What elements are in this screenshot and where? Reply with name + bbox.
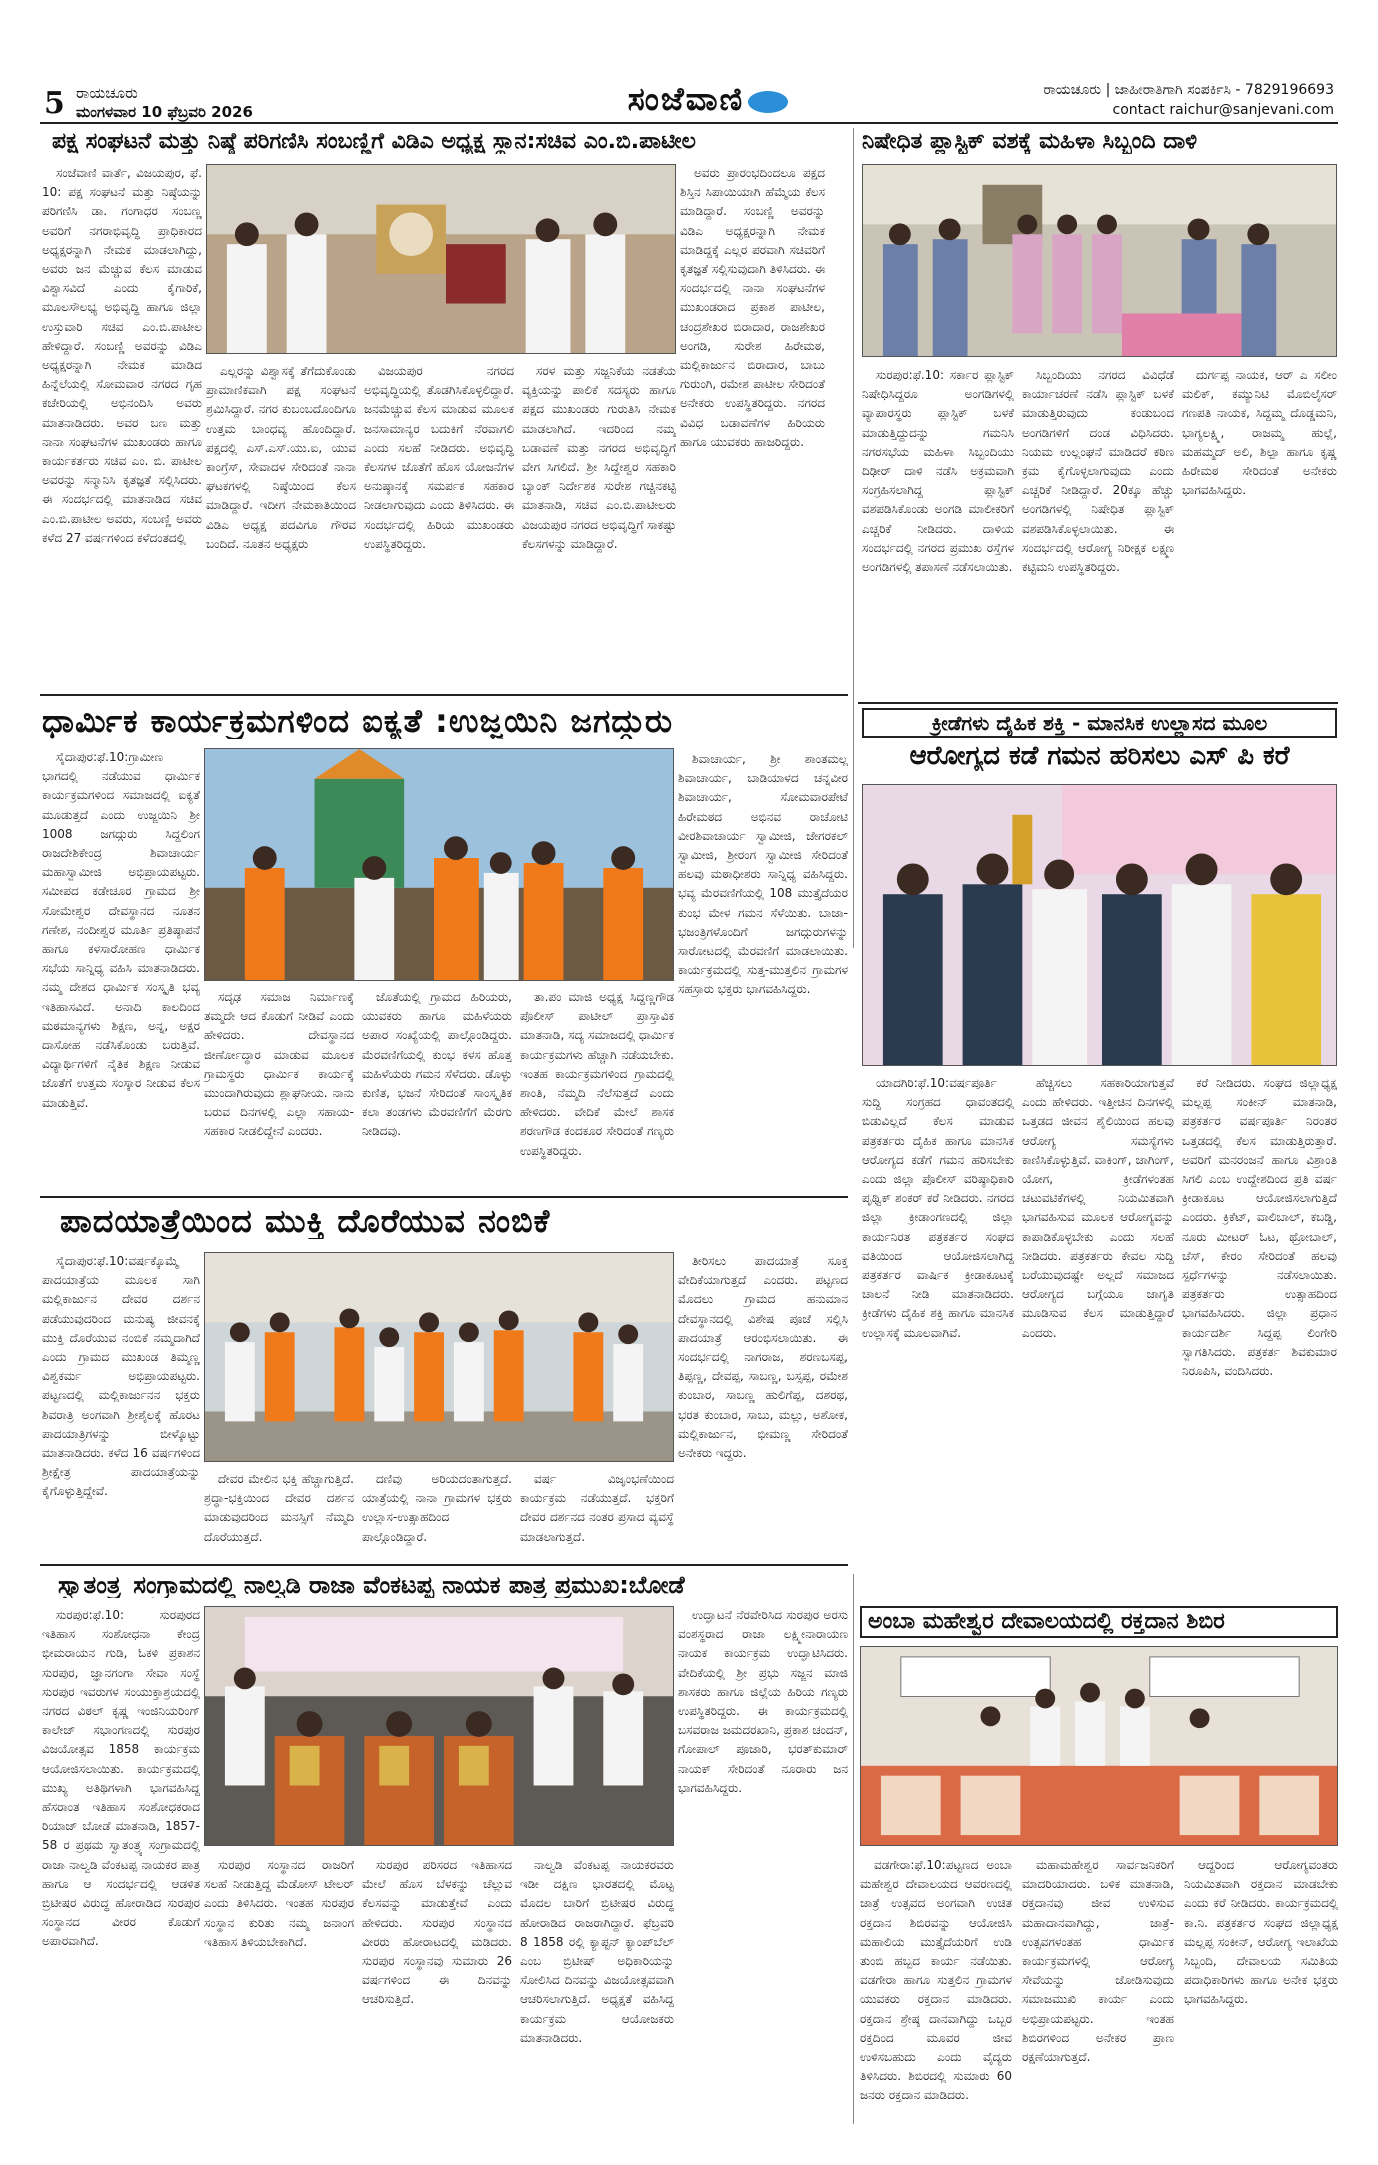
- issue-date: ಮಂಗಳವಾರ 10 ಫೆಬ್ರವರಿ 2026: [76, 103, 253, 121]
- article-column: [42, 164, 202, 689]
- article-headline: ಅಂಬಾ ಮಹೇಶ್ವರ ದೇವಾಲಯದಲ್ಲಿ ರಕ್ತದಾನ ಶಿಬಿರ: [860, 1606, 1338, 1638]
- brand-name: ಸಂಜೆವಾಣಿ: [627, 80, 745, 118]
- news-photo: [860, 1646, 1338, 1846]
- article-text: ಉದ್ಘಾಟನೆ ನೆರವೇರಿಸಿದ ಸುರಪುರ ಅರಸು ವಂಶಸ್ಥರಾದ ರಾಜಾ ಲಕ್ಷ್ಮೀನಾರಾಯಣ ನಾಯಕ ಕಾರ್ಯಕ್ರಮ ಉದ್ಘಾಟಿಸಿದರು. ವೇದಿಕೆಯಲ್ಲಿ ಶ್ರೀ ಪ್ರಭು ಸಜ್ಜನ ಮಾಜಿ ಶಾಸಕರು ಹಾಗೂ ಜಿಲ್ಲೆಯ ಹಿರಿಯ ಗಣ್ಯರು ಉಪಸ್ಥಿತರಿದ್ದರು. ಈ ಕಾರ್ಯಕ್ರಮದಲ್ಲಿ ಬಸವರಾಜ ಜಮದರಖಾನಿ, ಪ್ರಕಾಶ ಚಂದನ್, ಗೋಪಾಲ್ ಪೂಜಾರಿ, ಭರತ್‌ಕುಮಾರ್ ನಾಯಕ್ ಸೇರಿದಂತೆ ನೂರಾರು ಜನ ಭಾಗವಹಿಸಿದ್ದರು.: [678, 1608, 848, 1795]
- article-column: [42, 748, 200, 1218]
- article-text: ತೀರಿಸಲು ಪಾದಯಾತ್ರೆ ಸೂಕ್ತ ವೇದಿಕೆಯಾಗುತ್ತದೆ ಎಂದರು. ಪಟ್ಟಣದ ಮೊದಲು ಗ್ರಾಮದ ಹನುಮಾನ ದೇವಸ್ಥಾನದಲ್ಲಿ ವಿಶೇಷ ಪೂಜೆ ಸಲ್ಲಿಸಿ ಪಾದಯಾತ್ರೆ ಆರಂಭಿಸಲಾಯಿತು. ಈ ಸಂದರ್ಭದಲ್ಲಿ ನಾಗರಾಜ, ಶರಣಬಸಪ್ಪ, ತಿಪ್ಪಣ್ಣ, ದೇವಪ್ಪ, ಸಾಬಣ್ಣ, ಬಸ್ಸಪ್ಪ, ರಮೇಶ ಕುಂಬಾರ, ಸಾಬಣ್ಣ ಹುಲಿಗೆಪ್ಪ, ದಶರಥ, ಭರತ ಕುಂಬಾರ, ಸಾಬು, ಮಲ್ಲು, ಅಶೋಕ, ಮಲ್ಲಿಕಾರ್ಜುನ, ಭೀಮಣ್ಣ ಸೇರಿದಂತೆ ಅನೇಕರು ಇದ್ದರು.: [678, 1254, 848, 1461]
- article-column: [862, 1074, 1014, 1634]
- article-column: [678, 660, 848, 1218]
- article-headline: ಧಾರ್ಮಿಕ ಕಾರ್ಯಕ್ರಮಗಳಿಂದ ಐಕ್ಯತೆ :ಉಜ್ಜಯಿನಿ ಜಗದ್ಗುರು: [42, 704, 674, 740]
- article-subheadline: ಆರೋಗ್ಯದ ಕಡೆ ಗಮನ ಹರಿಸಲು ಎಸ್ ಪಿ ಕರೆ: [909, 742, 1290, 771]
- article-column: [204, 1856, 354, 2126]
- article-column: [204, 1470, 354, 1560]
- article-text: ಯಾದಗಿರಿ:ಫೆ.10:ವರ್ಷಪೂರ್ತಿ ಸುದ್ದಿ ಸಂಗ್ರಹದ ಧಾವಂತದಲ್ಲಿ ಬಿಡುವಿಲ್ಲದೆ ಕೆಲಸ ಮಾಡುವ ಪತ್ರಕರ್ತರು ದೈಹಿಕ ಹಾಗೂ ಮಾನಸಿಕ ಆರೋಗ್ಯದ ಕಡೆಗೆ ಗಮನ ಹರಿಸಬೇಕು ಎಂದು ಜಿಲ್ಲಾ ಪೊಲೀಸ್ ವರಿಷ್ಠಾಧಿಕಾರಿ ಪೃಥ್ವಿಕ್ ಶಂಕರ್ ಕರೆ ನೀಡಿದರು. ನಗರದ ಜಿಲ್ಲಾ ಕ್ರೀಡಾಂಗಣದಲ್ಲಿ ಜಿಲ್ಲಾ ಕಾರ್ಯನಿರತ ಪತ್ರಕರ್ತರ ಸಂಘದ ವತಿಯಿಂದ ಆಯೋಜಿಸಲಾಗಿದ್ದ ಪತ್ರಕರ್ತರ ವಾರ್ಷಿಕ ಕ್ರೀಡಾಕೂಟಕ್ಕೆ ಚಾಲನೆ ನೀಡಿ ಮಾತನಾಡಿದರು. ಕ್ರೀಡೆಗಳು ದೈಹಿಕ ಶಕ್ತಿ ಹಾಗೂ ಮಾನಸಿಕ ಉಲ್ಲಾಸಕ್ಕೆ ಮೂಲವಾಗಿವೆ.: [862, 1076, 1014, 1340]
- article-text: ಸಂಜೆವಾಣಿ ವಾರ್ತೆ, ವಿಜಯಪುರ, ಫೆ. 10: ಪಕ್ಷ ಸಂಘಟನೆ ಮತ್ತು ನಿಷ್ಠೆಯನ್ನು ಪರಿಗಣಿಸಿ ಡಾ. ಗಂಗಾಧರ ಸಂಬಣ್ಣ ಅವರಿಗೆ ನಗರಾಭಿವೃದ್ಧಿ ಪ್ರಾಧಿಕಾರದ ಅಧ್ಯಕ್ಷರನ್ನಾಗಿ ನೇಮಕ ಮಾಡಲಾಗಿದ್ದು, ಅವರು ಜನ ಮೆಚ್ಚುವ ಕೆಲಸ ಮಾಡುವ ವಿಶ್ವಾಸವಿದೆ ಎಂದು ಕೈಗಾರಿಕೆ, ಮೂಲಸೌಲಭ್ಯ ಅಭಿವೃದ್ಧಿ ಹಾಗೂ ಜಿಲ್ಲಾ ಉಸ್ತುವಾರಿ ಸಚಿವ ಎಂ.ಬಿ.ಪಾಟೀಲ ಹೇಳಿದ್ದಾರೆ. ಸಂಬಣ್ಣಿ ಅವರನ್ನು ವಿಡಿಎ ಅಧ್ಯಕ್ಷರನ್ನಾಗಿ ನೇಮಕ ಮಾಡಿದ ಹಿನ್ನೆಲೆಯಲ್ಲಿ ಸೋಮವಾರ ನಗರದ ಗೃಹ ಕಚೇರಿಯಲ್ಲಿ ಅಭಿನಂದಿಸಿ ಅವರು ಮಾತನಾಡಿದರು. ಅವರ ಬಣ ಮತ್ತು ನಾನಾ ಸಂಘಟನೆಗಳ ಮುಖಂಡರು ಹಾಗೂ ಕಾರ್ಯಕರ್ತರು ಸಚಿವ ಎಂ. ಬಿ. ಪಾಟೀಲ ಅವರನ್ನು ಸನ್ಮಾನಿಸಿ ಕೃತಜ್ಞತೆ ಸಲ್ಲಿಸಿದರು. ಈ ಸಂದರ್ಭದಲ್ಲಿ ಮಾತನಾಡಿದ ಸಚಿವ ಎಂ.ಬಿ.ಪಾಟೀಲ ಅವರು, ಸಂಬಣ್ಣಿ ಅವರು ಕಳೆದ 27 ವರ್ಷಗಳಿಂದ ಕಳೆದಂತದಲ್ಲಿ: [42, 166, 202, 545]
- article-text: ಜೊತೆಯಲ್ಲಿ ಗ್ರಾಮದ ಹಿರಿಯರು, ಯುವಕರು ಹಾಗೂ ಮಹಿಳೆಯರು ಅಪಾರ ಸಂಖ್ಯೆಯಲ್ಲಿ ಪಾಲ್ಗೊಂಡಿದ್ದರು. ಮೆರವಣಿಗೆಯಲ್ಲಿ ಕುಂಭ ಕಳಸ ಹೊತ್ತ ಮಹಿಳೆಯರು ಗಮನ ಸೆಳೆದರು. ಡೊಳ್ಳು ಕುಣಿತ, ಭಜನೆ ಸೇರಿದಂತೆ ಸಾಂಸ್ಕೃತಿಕ ಕಲಾ ತಂಡಗಳು ಮೆರವಣಿಗೆಗೆ ಮೆರಗು ನೀಡಿದವು.: [362, 990, 512, 1139]
- article-text: ಸಿಬ್ಬಂದಿಯು ನಗರದ ವಿವಿಧೆಡೆ ಕಾರ್ಯಾಚರಣೆ ನಡೆಸಿ ಪ್ಲಾಸ್ಟಿಕ್ ಬಳಕೆ ಮಾಡುತ್ತಿರುವುದು ಕಂಡುಬಂದ ಅಂಗಡಿಗಳಿಗೆ ದಂಡ ವಿಧಿಸಿದರು. ನಿಯಮ ಉಲ್ಲಂಘನೆ ಮಾಡಿದರೆ ಕಠಿಣ ಕ್ರಮ ಕೈಗೊಳ್ಳಲಾಗುವುದು ಎಂದು ಎಚ್ಚರಿಕೆ ನೀಡಿದ್ದಾರೆ. 20ಕ್ಕೂ ಹೆಚ್ಚು ಅಂಗಡಿಗಳಲ್ಲಿ ನಿಷೇಧಿತ ಪ್ಲಾಸ್ಟಿಕ್ ವಶಪಡಿಸಿಕೊಳ್ಳಲಾಯಿತು. ಈ ಸಂದರ್ಭದಲ್ಲಿ ಆರೋಗ್ಯ ನಿರೀಕ್ಷಕ ಲಕ್ಷ್ಮಣ ಕಟ್ಟಿಮನಿ ಉಪಸ್ಥಿತರಿದ್ದರು.: [1022, 368, 1174, 575]
- article-text: ಮಹಾಮಹೇಶ್ವರ ಸಾರ್ವಜನಿಕರಿಗೆ ಮಾದರಿಯಾದರು. ಬಳಿಕ ಮಾತನಾಡಿ, ರಕ್ತದಾನವು ಜೀವ ಉಳಿಸುವ ಮಹಾದಾನವಾಗಿದ್ದು, ಜಾತ್ರೆ-ಉತ್ಸವಗಳಂತಹ ಧಾರ್ಮಿಕ ಕಾರ್ಯಕ್ರಮಗಳಲ್ಲಿ ಆರೋಗ್ಯ ಸೇವೆಯನ್ನು ಜೋಡಿಸುವುದು ಸಮಾಜಮುಖಿ ಕಾರ್ಯ ಎಂದು ಅಭಿಪ್ರಾಯಪಟ್ಟರು. ಇಂತಹ ಶಿಬಿರಗಳಿಂದ ಅನೇಕರ ಪ್ರಾಣ ರಕ್ಷಣೆಯಾಗುತ್ತದೆ.: [1022, 1858, 1174, 2065]
- article-column: [362, 1856, 512, 2126]
- article-text: ದಣಿವು ಅರಿಯದಂತಾಗುತ್ತದೆ. ಯಾತ್ರೆಯಲ್ಲಿ ನಾನಾ ಗ್ರಾಮಗಳ ಭಕ್ತರು ಉಲ್ಲಾಸ-ಉತ್ಸಾಹದಿಂದ ಪಾಲ್ಗೊಂಡಿದ್ದಾರೆ.: [362, 1472, 512, 1544]
- news-photo: [862, 784, 1337, 1066]
- article-text: ಅವರು ಪ್ರಾರಂಭದಿಂದಲೂ ಪಕ್ಷದ ಶಿಸ್ತಿನ ಸಿಪಾಯಿಯಾಗಿ ಹೆಮ್ಮೆಯ ಕೆಲಸ ಮಾಡಿದ್ದಾರೆ. ಸಂಬಣ್ಣಿ ಅವರನ್ನು ವಿಡಿಎ ಅಧ್ಯಕ್ಷರನ್ನಾಗಿ ನೇಮಕ ಮಾಡಿದ್ದಕ್ಕೆ ಎಲ್ಲರ ಪರವಾಗಿ ಸಚಿವರಿಗೆ ಕೃತಜ್ಞತೆ ಸಲ್ಲಿಸುವುದಾಗಿ ತಿಳಿಸಿದರು. ಈ ಸಂದರ್ಭದಲ್ಲಿ ನಾನಾ ಸಂಘಟನೆಗಳ ಮುಖಂಡರಾದ ಪ್ರಕಾಶ ಪಾಟೀಲ, ಚಂದ್ರಶೇಖರ ಬಿರಾದಾರ, ರಾಜಶೇಖರ ಅಂಗಡಿ, ಸುರೇಶ ಹಿರೇಮಠ, ಮಲ್ಲಿಕಾರ್ಜುನ ಬಿರಾದಾರ, ಬಾಬು ಗುರುಂಗಿ, ರಮೇಶ ಪಾಟೀಲ ಸೇರಿದಂತೆ ಅನೇಕರು ಉಪಸ್ಥಿತರಿದ್ದರು. ನಗರದ ವಿವಿಧ ಬಡಾವಣೆಗಳ ಹಿರಿಯರು ಹಾಗೂ ಯುವಕರು ಹಾಜರಿದ್ದರು.: [680, 166, 825, 449]
- news-photo: [204, 1606, 674, 1846]
- article-text: ದೇವರ ಮೇಲಿನ ಭಕ್ತಿ ಹೆಚ್ಚಾಗುತ್ತಿದೆ. ಶ್ರದ್ಧಾ-ಭಕ್ತಿಯಿಂದ ದೇವರ ದರ್ಶನ ಮಾಡುವುದರಿಂದ ಮನಸ್ಸಿಗೆ ನೆಮ್ಮದಿ ದೊರೆಯುತ್ತದೆ.: [204, 1472, 354, 1544]
- news-photo: [206, 164, 676, 354]
- section-divider: [40, 1564, 848, 1566]
- column-divider: [853, 128, 854, 948]
- page-number: 5: [44, 86, 65, 121]
- article-column: [1022, 366, 1174, 698]
- article-text: ಸೈದಾಪುರ:ಫೆ.10:ಗ್ರಾಮೀಣ ಭಾಗದಲ್ಲಿ ನಡೆಯುವ ಧಾರ್ಮಿಕ ಕಾರ್ಯಕ್ರಮಗಳಿಂದ ಸಮಾಜದಲ್ಲಿ ಐಕ್ಯತೆ ಮೂಡುತ್ತದೆ ಎಂದು ಉಜ್ಜಯಿನಿ ಶ್ರೀ 1008 ಜಗದ್ಗುರು ಸಿದ್ದಲಿಂಗ ರಾಜದೇಶಿಕೇಂದ್ರ ಶಿವಾಚಾರ್ಯ ಮಹಾಸ್ವಾಮೀಜಿ ಅಭಿಪ್ರಾಯಪಟ್ಟರು. ಸಮೀಪದ ಕಡೇಚೂರ ಗ್ರಾಮದ ಶ್ರೀ ಸೋಮೇಶ್ವರ ದೇವಸ್ಥಾನದ ನೂತನ ಗಣೇಶ, ನಂದೀಶ್ವರ ಮೂರ್ತಿ ಪ್ರತಿಷ್ಠಾಪನೆ ಹಾಗೂ ಕಳಸಾರೋಹಣ ಧಾರ್ಮಿಕ ಸಭೆಯ ಸಾನ್ನಿಧ್ಯ ವಹಿಸಿ ಮಾತನಾಡಿದರು. ನಮ್ಮ ದೇಶದ ಧಾರ್ಮಿಕ ಸಂಸ್ಕೃತಿ ಭವ್ಯ ಇತಿಹಾಸವಿದೆ. ಅನಾದಿ ಕಾಲದಿಂದ ಮಠಮಾನ್ಯಗಳು ಶಿಕ್ಷಣ, ಅನ್ನ, ಅಕ್ಷರ ದಾಸೋಹ ನಡೆಸಿಕೊಂಡು ಬರುತ್ತಿವೆ. ವಿದ್ಯಾರ್ಥಿಗಳಿಗೆ ನೈತಿಕ ಶಿಕ್ಷಣ ನೀಡುವ ಜೊತೆಗೆ ಉತ್ತಮ ಸಂಸ್ಕಾರ ನೀಡುವ ಕೆಲಸ ಮಾಡುತ್ತಿವೆ.: [42, 750, 200, 1110]
- contact-email: contact raichur@sanjevani.com: [1112, 102, 1334, 118]
- article-column: [362, 1470, 512, 1560]
- article-column: [522, 362, 676, 689]
- edition-name: ರಾಯಚೂರು: [76, 84, 138, 102]
- article-text: ಕರೆ ನೀಡಿದರು. ಸಂಘದ ಜಿಲ್ಲಾಧ್ಯಕ್ಷ ಮಲ್ಲಪ್ಪ ಸಂಕೀನ್ ಮಾತನಾಡಿ, ಪತ್ರಕರ್ತರ ವರ್ಷಪೂರ್ತಿ ನಿರಂತರ ಒತ್ತಡದಲ್ಲಿ ಕೆಲಸ ಮಾಡುತ್ತಿರುತ್ತಾರೆ. ಅವರಿಗೆ ಮನರಂಜನೆ ಹಾಗೂ ವಿಶ್ರಾಂತಿ ಸಿಗಲಿ ಎಂಬ ಉದ್ದೇಶದಿಂದ ಪ್ರತಿ ವರ್ಷ ಕ್ರೀಡಾಕೂಟ ಆಯೋಜಿಸಲಾಗುತ್ತಿದೆ ಎಂದರು. ಕ್ರಿಕೆಟ್, ವಾಲಿಬಾಲ್, ಕಬಡ್ಡಿ, ನೂರು ಮೀಟರ್ ಓಟ, ಥ್ರೋಬಾಲ್, ಚೆಸ್, ಕೇರಂ ಸೇರಿದಂತೆ ಹಲವು ಸ್ಪರ್ಧೆಗಳನ್ನು ನಡೆಸಲಾಯಿತು. ಪತ್ರಕರ್ತರು ಉತ್ಸಾಹದಿಂದ ಭಾಗವಹಿಸಿದರು. ಜಿಲ್ಲಾ ಪ್ರಧಾನ ಕಾರ್ಯದರ್ಶಿ ಸಿದ್ದಪ್ಪ ಲಿಂಗೇರಿ ಸ್ವಾಗತಿಸಿದರು. ಪತ್ರಕರ್ತ ಶಿವಕುಮಾರ ನಿರೂಪಿಸಿ, ವಂದಿಸಿದರು.: [1182, 1076, 1337, 1379]
- article-text: ವರ್ಷ ವಿಜೃಂಭಣೆಯಿಂದ ಕಾರ್ಯಕ್ರಮ ನಡೆಯುತ್ತದೆ. ಭಕ್ತರಿಗೆ ದೇವರ ದರ್ಶನದ ನಂತರ ಪ್ರಸಾದ ವ್ಯವಸ್ಥೆ ಮಾಡಲಾಗುತ್ತದೆ.: [520, 1472, 674, 1544]
- article-column: [678, 1606, 848, 2126]
- article-text: ನಾಲ್ವಡಿ ವೆಂಕಟಪ್ಪ ನಾಯಕರವರು ಇಡೀ ದಕ್ಷಿಣ ಭಾರತದಲ್ಲಿ ಮೊಟ್ಟ ಮೊದಲ ಬಾರಿಗೆ ಬ್ರಿಟೀಷರ ವಿರುದ್ಧ ಹೋರಾಡಿದ ರಾಜರಾಗಿದ್ದಾರೆ. ಫೆಬ್ರವರಿ 8 1858 ರಲ್ಲಿ ಕ್ಯಾಪ್ಟನ್ ಕ್ಯಾಂಪ್‌ಬೆಲ್ ಎಂಬ ಬ್ರಿಟೀಷ್ ಅಧಿಕಾರಿಯನ್ನು ಸೋಲಿಸಿದ ದಿನವನ್ನು ವಿಜಯೋತ್ಸವವಾಗಿ ಆಚರಿಸಲಾಗುತ್ತಿದೆ. ಅಧ್ಯಕ್ಷತೆ ವಹಿಸಿದ್ದ ಕಾರ್ಯಕ್ರಮ ಆಯೋಜಕರು ಮಾತನಾಡಿದರು.: [520, 1858, 674, 2045]
- article-column: [680, 164, 825, 689]
- article-text: ಸದೃಢ ಸಮಾಜ ನಿರ್ಮಾಣಕ್ಕೆ ತಮ್ಮದೇ ಆದ ಕೊಡುಗೆ ನೀಡಿವೆ ಎಂದು ಹೇಳಿದರು. ದೇವಸ್ಥಾನದ ಜೀರ್ಣೋದ್ಧಾರ ಮಾಡುವ ಮೂಲಕ ಗ್ರಾಮಸ್ಥರು ಧಾರ್ಮಿಕ ಕಾರ್ಯಕ್ಕೆ ಮುಂದಾಗಿರುವುದು ಶ್ಲಾಘನೀಯ. ನಾನು ಬರುವ ದಿನಗಳಲ್ಲಿ ಎಲ್ಲಾ ಸಹಾಯ-ಸಹಕಾರ ನೀಡಲಿದ್ದೇನೆ ಎಂದರು.: [204, 990, 354, 1139]
- news-photo: [862, 164, 1337, 357]
- article-text: ಸುರಪುರ ಪರಿಸರದ ಇತಿಹಾಸದ ಮೇಲೆ ಹೊಸ ಬೆಳಕನ್ನು ಚೆಲ್ಲುವ ಕೆಲಸವನ್ನು ಮಾಡುತ್ತೇವೆ ಎಂದು ಹೇಳಿದರು. ಸುರಪುರ ಸಂಸ್ಥಾನದ ವೀರರು ಹೋರಾಟದಲ್ಲಿ ಮಡಿದರು. ಸುರಪುರ ಸಂಸ್ಥಾನವು ಸುಮಾರು 26 ವರ್ಷಗಳಿಂದ ಈ ದಿನವನ್ನು ಆಚರಿಸುತ್ತಿದೆ.: [362, 1858, 512, 2007]
- news-photo: [204, 1252, 674, 1462]
- article-text: ಸರಳ ಮತ್ತು ಸಜ್ಜನಿಕೆಯ ನಡತೆಯ ವ್ಯಕ್ತಿಯನ್ನು ಪಾಲಿಕೆ ಸದಸ್ಯರು ಹಾಗೂ ಪಕ್ಷದ ಮುಖಂಡರು ಗುರುತಿಸಿ ನೇಮಕ ಮಾಡಲಾಗಿದೆ. ಇದರಿಂದ ನಮ್ಮ ಬಡಾವಣೆ ಮತ್ತು ನಗರದ ಅಭಿವೃದ್ಧಿಗೆ ವೇಗ ಸಿಗಲಿದೆ. ಶ್ರೀ ಸಿದ್ದೇಶ್ವರ ಸಹಕಾರಿ ಬ್ಯಾಂಕ್ ನಿರ್ದೇಶಕ ಸುರೇಶ ಗಚ್ಚಿನಕಟ್ಟಿ ಮಾತನಾಡಿ, ಸಚಿವ ಎಂ.ಬಿ.ಪಾಟೀಲರು ವಿಜಯಪುರ ನಗರದ ಅಭಿವೃದ್ಧಿಗೆ ಸಾಕಷ್ಟು ಕೆಲಸಗಳನ್ನು ಮಾಡಿದ್ದಾರೆ.: [522, 364, 676, 551]
- article-text: ಎಲ್ಲರನ್ನು ವಿಶ್ವಾಸಕ್ಕೆ ತೆಗೆದುಕೊಂಡು ಪ್ರಾಮಾಣಿಕವಾಗಿ ಪಕ್ಷ ಸಂಘಟನೆ ಶ್ರಮಿಸಿದ್ದಾರೆ. ನಗರ ಕುಬಂಬದೊಂದಿಗೂ ಉತ್ತಮ ಬಾಂಧವ್ಯ ಹೊಂದಿದ್ದಾರೆ. ಪಕ್ಷದಲ್ಲಿ ಎಸ್.ಎಸ್.ಯು.ಐ, ಯುವ ಕಾಂಗ್ರೆಸ್, ಸೇವಾದಳ ಸೇರಿದಂತೆ ನಾನಾ ಘಟಕಗಳಲ್ಲಿ ನಿಷ್ಠೆಯಿಂದ ಕೆಲಸ ಮಾಡಿದ್ದಾರೆ. ಇದೀಗ ನೇಮಕಾತಿಯಿಂದ ವಿಡಿಎ ಅಧ್ಯಕ್ಷ ಪದವಿಗೂ ಗೌರವ ಬಂದಿದೆ. ನೂತನ ಅಧ್ಯಕ್ಷರು: [206, 364, 356, 551]
- article-headline: ಪಾದಯಾತ್ರೆಯಿಂದ ಮುಕ್ತಿ ದೊರೆಯುವ ನಂಬಿಕೆ: [60, 1204, 551, 1240]
- newspaper-brand: [600, 80, 820, 120]
- article-text: ಶಿವಾಚಾರ್ಯ, ಶ್ರೀ ಶಾಂತಮಲ್ಲ ಶಿವಾಚಾರ್ಯ, ಬಾಡಿಯಾಳದ ಚನ್ನವೀರ ಶಿವಾಚಾರ್ಯ, ಸೋಮವಾರಪೇಟೆ ಹಿರೇಮಠದ ಅಭಿನವ ರಾಚೋಟಿ ವೀರಶಿವಾಚಾರ್ಯ ಸ್ವಾಮೀಜಿ, ಜೇಗರಕಲ್ ಸ್ವಾಮೀಜಿ, ಶ್ರೀರಂಗ ಸ್ವಾಮೀಜಿ ಸೇರಿದಂತೆ ಹಲವು ಮಠಾಧೀಶರು ಸಾನ್ನಿಧ್ಯ ವಹಿಸಿದ್ದರು. ಭವ್ಯ ಮೆರವಣಿಗೆಯಲ್ಲಿ 108 ಮುತ್ತೈದೆಯರ ಕುಂಭ ಮೇಳ ಗಮನ ಸೆಳೆಯಿತು. ಬಾಜಾ-ಭಜಂತ್ರಿಗಳೊಂದಿಗೆ ಜಗದ್ಗುರುಗಳನ್ನು ಸಾರೋಟದಲ್ಲಿ ಮೆರವಣಿಗೆ ಮಾಡಲಾಯಿತು. ಕಾರ್ಯಕ್ರಮದಲ್ಲಿ ಸುತ್ತ-ಮುತ್ತಲಿನ ಗ್ರಾಮಗಳ ಸಹಸ್ರಾರು ಭಕ್ತರು ಭಾಗವಹಿಸಿದ್ದರು.: [678, 752, 848, 997]
- article-column: [860, 1856, 1012, 2126]
- section-divider: [858, 702, 1338, 704]
- article-column: [362, 988, 512, 1218]
- article-text: ವಡಗೇರಾ:ಫೆ.10:ಪಟ್ಟಣದ ಅಂಬಾ ಮಹೇಶ್ವರ ದೇವಾಲಯದ ಆವರಣದಲ್ಲಿ ಜಾತ್ರೆ ಉತ್ಸವದ ಅಂಗವಾಗಿ ಉಚಿತ ರಕ್ತದಾನ ಶಿಬಿರವನ್ನು ಆಯೋಜಿಸಿ ಮಹಾಲಿಯ ಮುತ್ತೈದೆಯರಿಗೆ ಉಡಿ ತುಂಬಿ ಹಬ್ಬದ ಕಾರ್ಯ ನಡೆಯಿತು. ವಡಗೇರಾ ಹಾಗೂ ಸುತ್ತಲಿನ ಗ್ರಾಮಗಳ ಯುವಕರು ರಕ್ತದಾನ ಮಾಡಿದರು. ರಕ್ತದಾನ ಶ್ರೇಷ್ಠ ದಾನವಾಗಿದ್ದು ಒಬ್ಬರ ರಕ್ತದಿಂದ ಮೂವರ ಜೀವ ಉಳಿಸಬಹುದು ಎಂದು ವೈದ್ಯರು ತಿಳಿಸಿದರು. ಶಿಬಿರದಲ್ಲಿ ಸುಮಾರು 60 ಜನರು ರಕ್ತದಾನ ಮಾಡಿದರು.: [860, 1858, 1012, 2103]
- article-column: [678, 1252, 848, 1560]
- article-headline: ಕ್ರೀಡೆಗಳು ದೈಹಿಕ ಶಕ್ತಿ - ಮಾನಸಿಕ ಉಲ್ಲಾಸದ ಮೂಲ: [862, 708, 1337, 738]
- article-column: [1182, 366, 1337, 698]
- article-column: [42, 1606, 200, 2126]
- sunrise-logo-icon: [748, 91, 788, 113]
- article-column: [1022, 1074, 1174, 1634]
- article-text: ಸುರಪುರ ಸಂಸ್ಥಾನದ ರಾಜರಿಗೆ ಸಲಹೆ ನೀಡುತ್ತಿದ್ದ ಮೆಡೋಸ್ ಟೇಲರ್ ಎಂದು ತಿಳಿಸಿದರು. ಇಂತಹ ಸುರಪುರ ಸಂಸ್ಥಾನ ಕುರಿತು ನಮ್ಮ ಜನಾಂಗ ಇತಿಹಾಸ ತಿಳಿಯಬೇಕಾಗಿದೆ.: [204, 1858, 354, 1949]
- section-divider: [40, 1196, 848, 1198]
- article-column: [1022, 1856, 1174, 2126]
- article-text: ಸುರಪುರ:ಫೆ.10: ಸರ್ಕಾರ ಪ್ಲಾಸ್ಟಿಕ್ ನಿಷೇಧಿಸಿದ್ದರೂ ಅಂಗಡಿಗಳಲ್ಲಿ ವ್ಯಾಪಾರಸ್ಥರು ಪ್ಲಾಸ್ಟಿಕ್ ಬಳಕೆ ಮಾಡುತ್ತಿದ್ದುದನ್ನು ಗಮನಿಸಿ ನಗರಸಭೆಯ ಮಹಿಳಾ ಸಿಬ್ಬಂದಿಯು ದಿಢೀರ್ ದಾಳಿ ನಡೆಸಿ ಅಕ್ರಮವಾಗಿ ಸಂಗ್ರಹಿಸಲಾಗಿದ್ದ ಪ್ಲಾಸ್ಟಿಕ್ ವಶಪಡಿಸಿಕೊಂಡು ಅಂಗಡಿ ಮಾಲೀಕರಿಗೆ ಎಚ್ಚರಿಕೆ ನೀಡಿದರು. ದಾಳಿಯ ಸಂದರ್ಭದಲ್ಲಿ ನಗರದ ಪ್ರಮುಖ ರಸ್ತೆಗಳ ಅಂಗಡಿಗಳಲ್ಲಿ ತಪಾಸಣೆ ನಡೆಸಲಾಯಿತು.: [862, 368, 1014, 575]
- article-column: [862, 366, 1014, 698]
- article-text: ಸೈದಾಪುರ:ಫೆ.10:ವರ್ಷಕ್ಕೊಮ್ಮೆ ಪಾದಯಾತ್ರೆಯ ಮೂಲಕ ಸಾಗಿ ಮಲ್ಲಿಕಾರ್ಜುನ ದೇವರ ದರ್ಶನ ಪಡೆಯುವುದರಿಂದ ಮನುಷ್ಯ ಜೀವನಕ್ಕೆ ಮುಕ್ತಿ ದೊರೆಯುವ ನಂಬಿಕೆ ನಮ್ಮದಾಗಿದೆ ಎಂದು ಗ್ರಾಮದ ಮುಖಂಡ ತಿಮ್ಮಣ್ಣ ವಿಶ್ವಕರ್ಮ ಅಭಿಪ್ರಾಯಪಟ್ಟರು. ಪಟ್ಟಣದಲ್ಲಿ ಮಲ್ಲಿಕಾರ್ಜುನನ ಭಕ್ತರು ಶಿವರಾತ್ರಿ ಅಂಗವಾಗಿ ಶ್ರೀಶೈಲಕ್ಕೆ ಹೊರಟ ಪಾದಯಾತ್ರಿಗಳನ್ನು ಬೀಳ್ಕೊಟ್ಟು ಮಾತನಾಡಿದರು. ಕಳೆದ 16 ವರ್ಷಗಳಿಂದ ಶ್ರೀಕ್ಷೇತ್ರ ಪಾದಯಾತ್ರೆಯನ್ನು ಕೈಗೊಳ್ಳುತ್ತಿದ್ದೇವೆ.: [42, 1254, 200, 1499]
- masthead: [40, 78, 1338, 124]
- article-headline: ಸ್ವಾತಂತ್ರ್ಯ ಸಂಗ್ರಾಮದಲ್ಲಿ ನಾಲ್ವಡಿ ರಾಜಾ ವೆಂಕಟಪ್ಪ ನಾಯಕ ಪಾತ್ರ ಪ್ರಮುಖ:ಬೋಡೆ: [58, 1572, 685, 1599]
- article-text: ದುರ್ಗಪ್ಪ ನಾಯಕ, ಆರ್ ಎ ಸಲೀಂ ಮಲಿಕ್, ಕಮ್ಯುನಿಟಿ ಮೊಬಿಲೈಸರ್ ಗಣಪತಿ ನಾಯಕ, ಸಿದ್ದಮ್ಮ ದೊಡ್ಡಮನಿ, ಭಾಗ್ಯಲಕ್ಷ್ಮಿ, ರಾಜಮ್ಮ ಹುಲ್ಲೆ, ಮಹಮ್ಮದ್ ಅಲಿ, ಶಿಲ್ಪಾ ಹಾಗೂ ಕೃಷ್ಣ ಹಿರೇಮಠ ಸೇರಿದಂತೆ ಅನೇಕರು ಭಾಗವಹಿಸಿದ್ದರು.: [1182, 368, 1337, 498]
- article-column: [1182, 1074, 1337, 1634]
- advert-contact: ರಾಯಚೂರು | ಜಾಹೀರಾತಿಗಾಗಿ ಸಂಪರ್ಕಿಸಿ - 7829196693: [1043, 82, 1334, 98]
- news-photo: [204, 748, 674, 981]
- article-text: ಆದ್ದರಿಂದ ಆರೋಗ್ಯವಂತರು ನಿಯಮಿತವಾಗಿ ರಕ್ತದಾನ ಮಾಡಬೇಕು ಎಂದು ಕರೆ ನೀಡಿದರು. ಕಾರ್ಯಕ್ರಮದಲ್ಲಿ ಕಾ.ನಿ. ಪತ್ರಕರ್ತರ ಸಂಘದ ಜಿಲ್ಲಾಧ್ಯಕ್ಷ ಮಲ್ಲಪ್ಪ ಸಂಕೀನ್, ಆರೋಗ್ಯ ಇಲಾಖೆಯ ಸಿಬ್ಬಂದಿ, ದೇವಾಲಯ ಸಮಿತಿಯ ಪದಾಧಿಕಾರಿಗಳು ಹಾಗೂ ಅನೇಕ ಭಕ್ತರು ಭಾಗವಹಿಸಿದ್ದರು.: [1184, 1858, 1338, 2007]
- article-text: ಸುರಪುರ:ಫೆ.10: ಸುರಪುರದ ಇತಿಹಾಸ ಸಂಶೋಧನಾ ಕೇಂದ್ರ ಭೀಮರಾಯನ ಗುಡಿ, ಓಕಳಿ ಪ್ರಕಾಶನ ಸುರಪುರ, ಜ್ಞಾನಗಂಗಾ ಸೇವಾ ಸಂಸ್ಥೆ ಸುರಪುರ ಇವರುಗಳ ಸಂಯುಕ್ತಾಶ್ರಯದಲ್ಲಿ ನಗರದ ವಿಠಲ್ ಕೃಷ್ಣ ಇಂಜಿನಿಯರಿಂಗ್ ಕಾಲೇಜ್ ಸಭಾಂಗಣದಲ್ಲಿ ಸುರಪುರ ವಿಜಯೋತ್ಸವ 1858 ಕಾರ್ಯಕ್ರಮ ಆಯೋಜಿಸಲಾಯಿತು. ಕಾರ್ಯಕ್ರಮದಲ್ಲಿ ಮುಖ್ಯ ಅತಿಥಿಗಳಾಗಿ ಭಾಗವಹಿಸಿದ್ದ ಹೆಸರಾಂತ ಇತಿಹಾಸ ಸಂಶೋಧಕರಾದ ರಿಯಾಜ್ ಬೋಡೆ ಮಾತನಾಡಿ, 1857-58 ರ ಪ್ರಥಮ ಸ್ವಾತಂತ್ರ್ಯ ಸಂಗ್ರಾಮದಲ್ಲಿ ರಾಜಾ ನಾಲ್ವಡಿ ವೆಂಕಟಪ್ಪ ನಾಯಕರ ಪಾತ್ರ ಹಾಗೂ ಆ ಸಂದರ್ಭದಲ್ಲಿ ಆಡಳಿತ ಬ್ರಿಟೀಷರ ವಿರುದ್ಧ ಹೋರಾಡಿದ ಸುರಪುರ ಸಂಸ್ಥಾನದ ವೀರರ ಕೊಡುಗೆ ಅಪಾರವಾಗಿದೆ.: [42, 1608, 200, 1949]
- article-column: [520, 988, 674, 1218]
- article-column: [42, 1252, 200, 1560]
- article-headline: ನಿಷೇಧಿತ ಪ್ಲಾಸ್ಟಿಕ್ ವಶಕ್ಕೆ ಮಹಿಳಾ ಸಿಬ್ಬಂದಿ ದಾಳಿ: [862, 130, 1198, 154]
- article-column: [520, 1856, 674, 2126]
- article-column: [364, 362, 514, 689]
- article-column: [204, 988, 354, 1218]
- article-text: ಹೆಚ್ಚಿಸಲು ಸಹಕಾರಿಯಾಗುತ್ತವೆ ಎಂದು ಹೇಳಿದರು. ಇತ್ತೀಚಿನ ದಿನಗಳಲ್ಲಿ ಒತ್ತಡದ ಜೀವನ ಶೈಲಿಯಿಂದ ಹಲವು ಆರೋಗ್ಯ ಸಮಸ್ಯೆಗಳು ಕಾಣಿಸಿಕೊಳ್ಳುತ್ತಿವೆ. ವಾಕಿಂಗ್, ಜಾಗಿಂಗ್, ಯೋಗ, ಕ್ರೀಡೆಗಳಂತಹ ಚಟುವಟಿಕೆಗಳಲ್ಲಿ ನಿಯಮಿತವಾಗಿ ಭಾಗವಹಿಸುವ ಮೂಲಕ ಆರೋಗ್ಯವನ್ನು ಕಾಪಾಡಿಕೊಳ್ಳಬೇಕು ಎಂದು ಸಲಹೆ ನೀಡಿದರು. ಪತ್ರಕರ್ತರು ಕೇವಲ ಸುದ್ದಿ ಬರೆಯುವುದಷ್ಟೇ ಅಲ್ಲದೆ ಸಮಾಜದ ಆರೋಗ್ಯದ ಬಗ್ಗೆಯೂ ಜಾಗೃತಿ ಮೂಡಿಸುವ ಕೆಲಸ ಮಾಡುತ್ತಿದ್ದಾರೆ ಎಂದರು.: [1022, 1076, 1174, 1340]
- article-column: [1184, 1856, 1338, 2126]
- article-text: ತಾ.ಪಂ ಮಾಜಿ ಅಧ್ಯಕ್ಷ ಸಿದ್ದಣ್ಣಗೌಡ ಪೊಲೀಸ್ ಪಾಟೀಲ್ ಪ್ರಾಸ್ತಾವಿಕ ಮಾತನಾಡಿ, ಸದ್ಯ ಸಮಾಜದಲ್ಲಿ ಧಾರ್ಮಿಕ ಕಾರ್ಯಕ್ರಮಗಳು ಹೆಚ್ಚಾಗಿ ನಡೆಯಬೇಕು. ಇಂತಹ ಕಾರ್ಯಕ್ರಮಗಳಿಂದ ಗ್ರಾಮದಲ್ಲಿ ಶಾಂತಿ, ನೆಮ್ಮದಿ ನೆಲೆಸುತ್ತದೆ ಎಂದು ಹೇಳಿದರು. ವೇದಿಕೆ ಮೇಲೆ ಶಾಸಕ ಶರಣಗೌಡ ಕಂದಕೂರ ಸೇರಿದಂತೆ ಗಣ್ಯರು ಉಪಸ್ಥಿತರಿದ್ದರು.: [520, 990, 674, 1158]
- article-column: [520, 1470, 674, 1560]
- article-headline: ಪಕ್ಷ ಸಂಘಟನೆ ಮತ್ತು ನಿಷ್ಠೆ ಪರಿಗಣಿಸಿ ಸಂಬಣ್ಣಿಗೆ ವಿಡಿಎ ಅಧ್ಯಕ್ಷ ಸ್ಥಾನ:ಸಚಿವ ಎಂ.ಬಿ.ಪಾಟೀಲ: [52, 130, 696, 154]
- column-divider: [853, 1574, 854, 2124]
- article-text: ವಿಜಯಪುರ ನಗರದ ಅಭಿವೃದ್ಧಿಯಲ್ಲಿ ತೊಡಗಿಸಿಕೊಳ್ಳಲಿದ್ದಾರೆ. ಜನಮೆಚ್ಚುವ ಕೆಲಸ ಮಾಡುವ ಮೂಲಕ ಜನಸಾಮಾನ್ಯರ ಬದುಕಿಗೆ ನೆರವಾಗಲಿ ಎಂದು ಸಲಹೆ ನೀಡಿದರು. ಅಭಿವೃದ್ಧಿ ಕೆಲಸಗಳ ಜೊತೆಗೆ ಹೊಸ ಯೋಜನೆಗಳ ಅನುಷ್ಠಾನಕ್ಕೆ ಸಮರ್ಪಕ ಸಹಕಾರ ನೀಡಲಾಗುವುದು ಎಂದು ತಿಳಿಸಿದರು. ಈ ಸಂದರ್ಭದಲ್ಲಿ ಹಿರಿಯ ಮುಖಂಡರು ಉಪಸ್ಥಿತರಿದ್ದರು.: [364, 364, 514, 551]
- article-column: [206, 362, 356, 689]
